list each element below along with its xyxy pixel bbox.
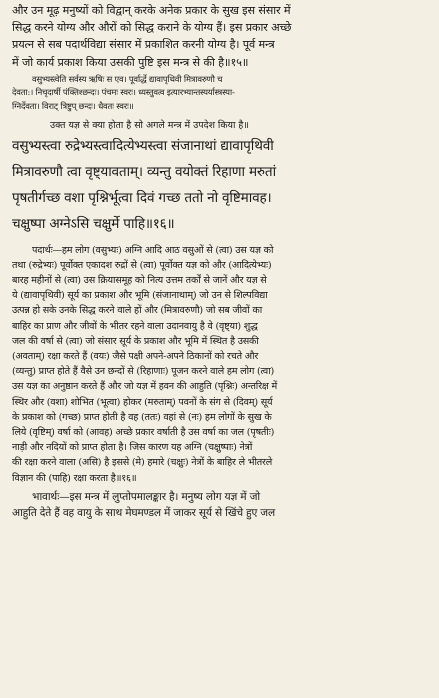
text-line: प्रयत्न से सब पदार्थविद्या संसार में प्रकाशित करनी योग्य है। पूर्व मन्त्र xyxy=(12,38,275,52)
bhavartha-paragraph xyxy=(12,489,433,522)
text-line: बाहिर का प्राण और जीवों के भीतर रहने वाला उदानवायु है वे (वृष्ट्या) शुद्ध xyxy=(12,320,258,332)
mantra-line: पृषतीर्गच्छ वशा पृश्निर्भूत्वा दिवं गच्छ ततो नो वृष्टिमावह। xyxy=(12,189,272,206)
intro-paragraph xyxy=(12,2,433,71)
text-line: विज्ञान की (पाहि) रक्षा करता है॥१६॥ xyxy=(12,472,137,484)
mantra-block xyxy=(12,133,433,237)
text-line: तथा (रुद्रेभ्यः) पूर्वोक्त एकादश रुद्रों से (त्वा) पूर्वोक्त यज्ञ को और (आदित्येभ्यः) xyxy=(12,259,272,271)
mantra-line: मित्रावरुणौ त्वा वृष्ट्यावताम्। व्यन्तु वयोक्तं रिहाणा मरुतां xyxy=(12,163,276,180)
text-line: देवता:। निचृदार्षी पंक्तिश्छन्दः। पंचमः स्वरः। ध्यस्तुवत्व इत्यारभ्यान्तस्यर्यास्त्रस्या- xyxy=(12,87,235,98)
text-line: पदार्थः—हम लोग (वसुभ्यः) अग्नि आदि आठ वसुओं से (त्वा) उस यज्ञ को xyxy=(32,244,274,256)
anukramani-paragraph xyxy=(12,73,433,114)
transition-line xyxy=(12,119,433,133)
text-line: की रक्षा करने वाला (असि) है इससे (मे) हमारे (चक्षुः) नेत्रों के बाहिर ले भीतरले xyxy=(12,457,273,469)
text-line: आहुति देते हैं वह वायु के साथ मेघमण्डल में जाकर सूर्य से खिंचे हुए जल xyxy=(12,507,275,520)
text-line: नाड़ी और नदियों को प्राप्त होता है। जिस कारण यह अग्नि (चक्षुष्पाः) नेत्रों xyxy=(12,442,253,454)
text-line: वसुभ्यस्त्वेति सर्वस्य ऋषिः स एव। पूर्वार्द्धे द्यावापृथिवी मित्रावरुणौ च xyxy=(32,73,223,84)
text-line: (अवताम्) रक्षा करते हैं (वयः) जैसे पक्षी अपने-अपने ठिकानों को रचते और xyxy=(12,351,259,363)
text-line: ग्निर्देवता। विराट् त्रिष्टुप् छन्दः। धैवतः स्वरः॥ xyxy=(12,101,134,111)
text-line: जल की वर्षा से (त्वा) जो संसार सूर्य के प्रकाश और भूमि में स्थित है उसकी xyxy=(12,335,259,347)
text-line: ये (द्यावापृथिवी) सूर्य का प्रकाश और भूमि (संजानाथाम्) जो उन से शिल्पविद्या xyxy=(12,290,268,302)
text-line: भावार्थः—इस मन्त्र में लुप्तोपमालङ्कार है। मनुष्य लोग यज्ञ में जो xyxy=(32,490,260,503)
mantra-line: वसुभ्यस्त्वा रुद्रेभ्यस्त्वादित्येभ्यस्त्वा संजानाथां द्यावापृथिवी xyxy=(12,137,274,154)
text-line: उत्पन्न हो सके उनके सिद्ध करने वाले हों और (मित्रावरुणौ) जो सब जीवों का xyxy=(12,305,263,317)
text-line: उस यज्ञ का अनुष्ठान करते हैं और जो यज्ञ में हवन की आहुति (पृश्निः) अन्तरिक्ष में xyxy=(12,381,277,393)
text-line: के प्रकाश को (गच्छ) प्राप्त होती है वह (ततः) वहां से (नः) हम लोगों के सुख के xyxy=(12,411,272,423)
text-line: बारह महीनों से (त्वा) उस क्रियासमूह को नित्य उत्तम तर्कों से जानें और यज्ञ से xyxy=(12,275,267,286)
text-line: उक्त यज्ञ से क्या होता है सो अगले मन्त्र में उपदेश किया है॥ xyxy=(50,119,249,131)
mantra-line: चक्षुष्पा अग्नेऽसि चक्षुर्मे पाहि॥१६॥ xyxy=(12,215,175,232)
text-line: सिद्ध करने योग्य और औरों को सिद्ध कराने के योग्य हैं। इस प्रकार अच्छे xyxy=(12,21,292,35)
text-line: स्थिर और (वशा) शोभित (भूत्वा) होकर (मरुताम्) पवनों के संग से (दिवम्) सूर्य xyxy=(12,396,273,408)
text-line: में जो कार्य प्रकाश किया उसकी पुष्टि इस मन्त्र से की है॥१५॥ xyxy=(12,55,249,69)
text-line: लिये (वृष्टिम्) वर्षा को (आवह) अच्छे प्रकार वर्षाती है उस वर्षा का जल (पृषतीः) xyxy=(12,427,275,439)
padartha-paragraph xyxy=(12,243,433,486)
text-line: और उन मूढ़ मनुष्यों को विद्वान् करके अनेक प्रकार के सुख इस संसार में xyxy=(12,4,291,17)
text-line: (व्यन्तु) प्राप्त होते हैं वैसे उन छन्दों से (रिहाणाः) पूजन करने वाले हम लोग (त्वा) xyxy=(12,366,275,378)
